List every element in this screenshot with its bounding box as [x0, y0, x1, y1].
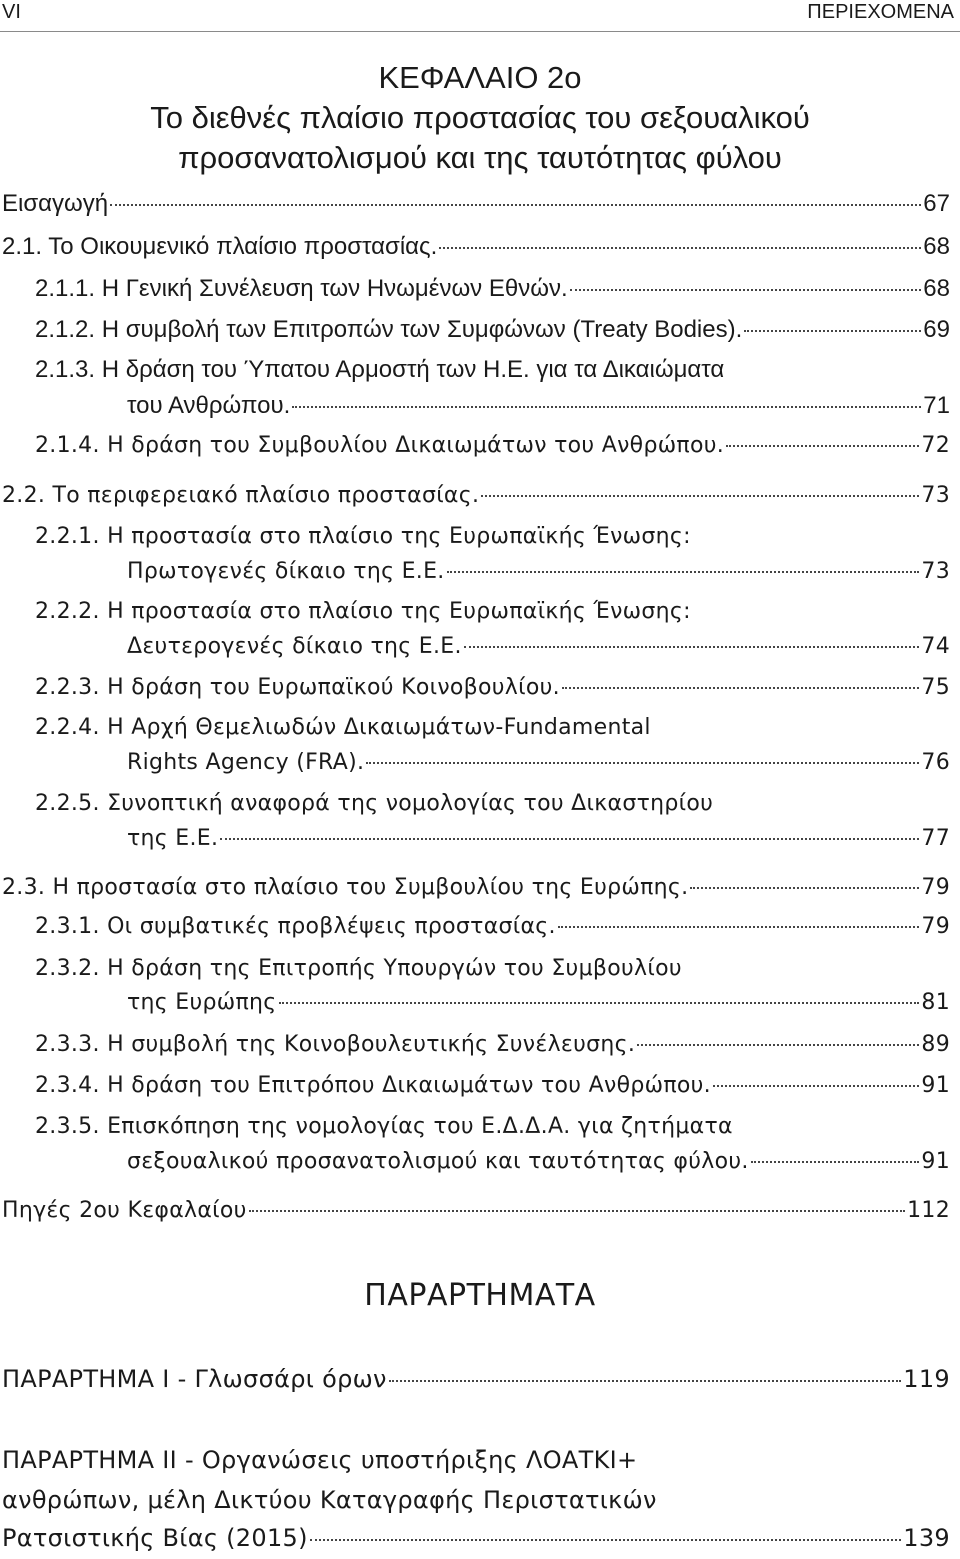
- toc-entry-2-1-3[interactable]: του Ανθρώπου. 71: [127, 392, 950, 419]
- toc-entry-appendix-2-line2[interactable]: ανθρώπων, μέλη Δικτύου Καταγραφής Περιστατικών: [2, 1486, 657, 1514]
- chapter-title-line1: Το διεθνές πλαίσιο προστασίας του σεξουαλικού: [150, 100, 810, 135]
- page-ref: 79: [921, 875, 950, 900]
- toc-entry-2-2-5[interactable]: της Ε.Ε. 77: [127, 826, 950, 851]
- toc-entry-2-3-2-line1[interactable]: 2.3.2. Η δράση της Επιτροπής Υπουργών του Συμβουλίου: [35, 956, 682, 981]
- dot-leader: [481, 495, 919, 497]
- toc-entry-2-2-4[interactable]: Rights Agency (FRA). 76: [127, 750, 950, 775]
- page-ref: 139: [903, 1524, 950, 1552]
- toc-entry-2-2-3[interactable]: 2.2.3. Η δράση του Ευρωπαϊκού Κοινοβουλίου. 75: [35, 675, 950, 700]
- toc-entry-sources[interactable]: Πηγές 2ου Κεφαλαίου 112: [2, 1198, 950, 1223]
- page-ref: 73: [921, 483, 950, 508]
- dot-leader: [220, 838, 919, 840]
- dot-leader: [249, 1210, 905, 1212]
- page-ref: 73: [921, 559, 950, 584]
- page-ref: 72: [921, 433, 950, 458]
- toc-entry-2-2-2-line1[interactable]: 2.2.2. Η προστασία στο πλαίσιο της Ευρωπαϊκής Ένωσης:: [35, 599, 691, 624]
- page-ref: 67: [923, 190, 950, 217]
- dot-leader: [464, 646, 920, 648]
- page-ref: 69: [923, 316, 950, 343]
- dot-leader: [637, 1044, 919, 1046]
- header-rule: [0, 31, 960, 32]
- dot-leader: [690, 887, 919, 889]
- toc-entry-2-3[interactable]: 2.3. Η προστασία στο πλαίσιο του Συμβουλίου της Ευρώπης. 79: [2, 875, 950, 900]
- dot-leader: [562, 687, 919, 689]
- page-ref: 79: [921, 914, 950, 939]
- toc-entry-2-2-1[interactable]: Πρωτογενές δίκαιο της Ε.Ε. 73: [127, 559, 950, 584]
- toc-entry-2-2-4-line1[interactable]: 2.2.4. Η Αρχή Θεμελιωδών Δικαιωμάτων-Fundamental: [35, 715, 651, 740]
- dot-leader: [439, 247, 921, 249]
- chapter-label: ΚΕΦΑΛΑΙΟ 2ο: [378, 60, 582, 95]
- dot-leader: [447, 571, 920, 573]
- toc-entry-2-3-3[interactable]: 2.3.3. Η συμβολή της Κοινοβουλευτικής Συνέλευσης. 89: [35, 1032, 950, 1057]
- toc-entry-2-2-5-line1[interactable]: 2.2.5. Συνοπτική αναφορά της νομολογίας του Δικαστηρίου: [35, 791, 714, 816]
- page-ref: 68: [923, 233, 950, 260]
- page-ref: 76: [921, 750, 950, 775]
- page-ref: 77: [921, 826, 950, 851]
- dot-leader: [366, 762, 919, 764]
- toc-entry-2-2[interactable]: 2.2. Το περιφερειακό πλαίσιο προστασίας. 73: [2, 483, 950, 508]
- toc-entry-2-2-2[interactable]: Δευτερογενές δίκαιο της Ε.Ε. 74: [127, 634, 950, 659]
- page-ref: 75: [921, 675, 950, 700]
- toc-entry-appendix-1[interactable]: ΠΑΡΑΡΤΗΜΑ Ι - Γλωσσάρι όρων 119: [2, 1365, 950, 1393]
- appendices-heading: ΠΑΡΑΡΤΗΜΑΤΑ: [364, 1278, 596, 1313]
- toc-entry-2-2-1-line1[interactable]: 2.2.1. Η προστασία στο πλαίσιο της Ευρωπαϊκής Ένωσης:: [35, 524, 691, 549]
- page-ref: 112: [907, 1198, 950, 1223]
- dot-leader: [310, 1539, 902, 1541]
- page-number: VI: [2, 1, 21, 23]
- dot-leader: [726, 445, 919, 447]
- page-ref: 68: [923, 275, 950, 302]
- dot-leader: [279, 1002, 920, 1004]
- dot-leader: [292, 406, 921, 408]
- dot-leader: [389, 1380, 902, 1382]
- toc-entry-2-3-5[interactable]: σεξουαλικού προσανατολισμού και ταυτότητας φύλου. 91: [127, 1149, 950, 1174]
- toc-entry-appendix-2[interactable]: Ρατσιστικής Βίας (2015) 139: [2, 1524, 950, 1552]
- running-header-title: ΠΕΡΙΕΧΟΜΕΝΑ: [807, 1, 954, 23]
- page-ref: 71: [923, 392, 950, 419]
- toc-entry-2-1-3-line1[interactable]: 2.1.3. Η δράση του Ύπατου Αρμοστή των Η.Ε. για τα Δικαιώματα: [35, 356, 725, 383]
- page-ref: 81: [921, 990, 950, 1015]
- toc-entry-appendix-2-line1[interactable]: ΠΑΡΑΡΤΗΜΑ ΙΙ - Οργανώσεις υποστήριξης ΛΟΑΤΚΙ+: [2, 1446, 638, 1474]
- toc-entry-2-1-2[interactable]: 2.1.2. Η συμβολή των Επιτροπών των Συμφώνων (Treaty Bodies). 69: [35, 316, 950, 343]
- page-ref: 89: [921, 1032, 950, 1057]
- dot-leader: [751, 1161, 920, 1163]
- toc-entry-2-1-1[interactable]: 2.1.1. Η Γενική Συνέλευση των Ηνωμένων Εθνών. 68: [35, 275, 950, 302]
- chapter-title-line2: προσανατολισμού και της ταυτότητας φύλου: [178, 140, 782, 175]
- toc-entry-2-1-4[interactable]: 2.1.4. Η δράση του Συμβουλίου Δικαιωμάτων του Ανθρώπου. 72: [35, 433, 950, 458]
- page-ref: 91: [921, 1149, 950, 1174]
- dot-leader: [570, 289, 922, 291]
- toc-entry-2-3-4[interactable]: 2.3.4. Η δράση του Επιτρόπου Δικαιωμάτων του Ανθρώπου. 91: [35, 1073, 950, 1098]
- page-ref: 74: [921, 634, 950, 659]
- chapter-title: [0, 58, 960, 178]
- running-header: [0, 0, 960, 34]
- toc-entry-2-1[interactable]: 2.1. Το Οικουμενικό πλαίσιο προστασίας. 68: [2, 233, 950, 260]
- dot-leader: [110, 204, 921, 206]
- toc-entry-2-3-5-line1[interactable]: 2.3.5. Επισκόπηση της νομολογίας του Ε.Δ.Δ.Α. για ζητήματα: [35, 1114, 733, 1139]
- dot-leader: [713, 1085, 919, 1087]
- dot-leader: [558, 926, 920, 928]
- toc-entry-intro[interactable]: Εισαγωγή 67: [2, 190, 950, 217]
- toc-entry-2-3-1[interactable]: 2.3.1. Οι συμβατικές προβλέψεις προστασίας. 79: [35, 914, 950, 939]
- page-ref: 119: [903, 1365, 950, 1393]
- page-ref: 91: [921, 1073, 950, 1098]
- dot-leader: [744, 330, 921, 332]
- toc-entry-2-3-2[interactable]: της Ευρώπης 81: [127, 990, 950, 1015]
